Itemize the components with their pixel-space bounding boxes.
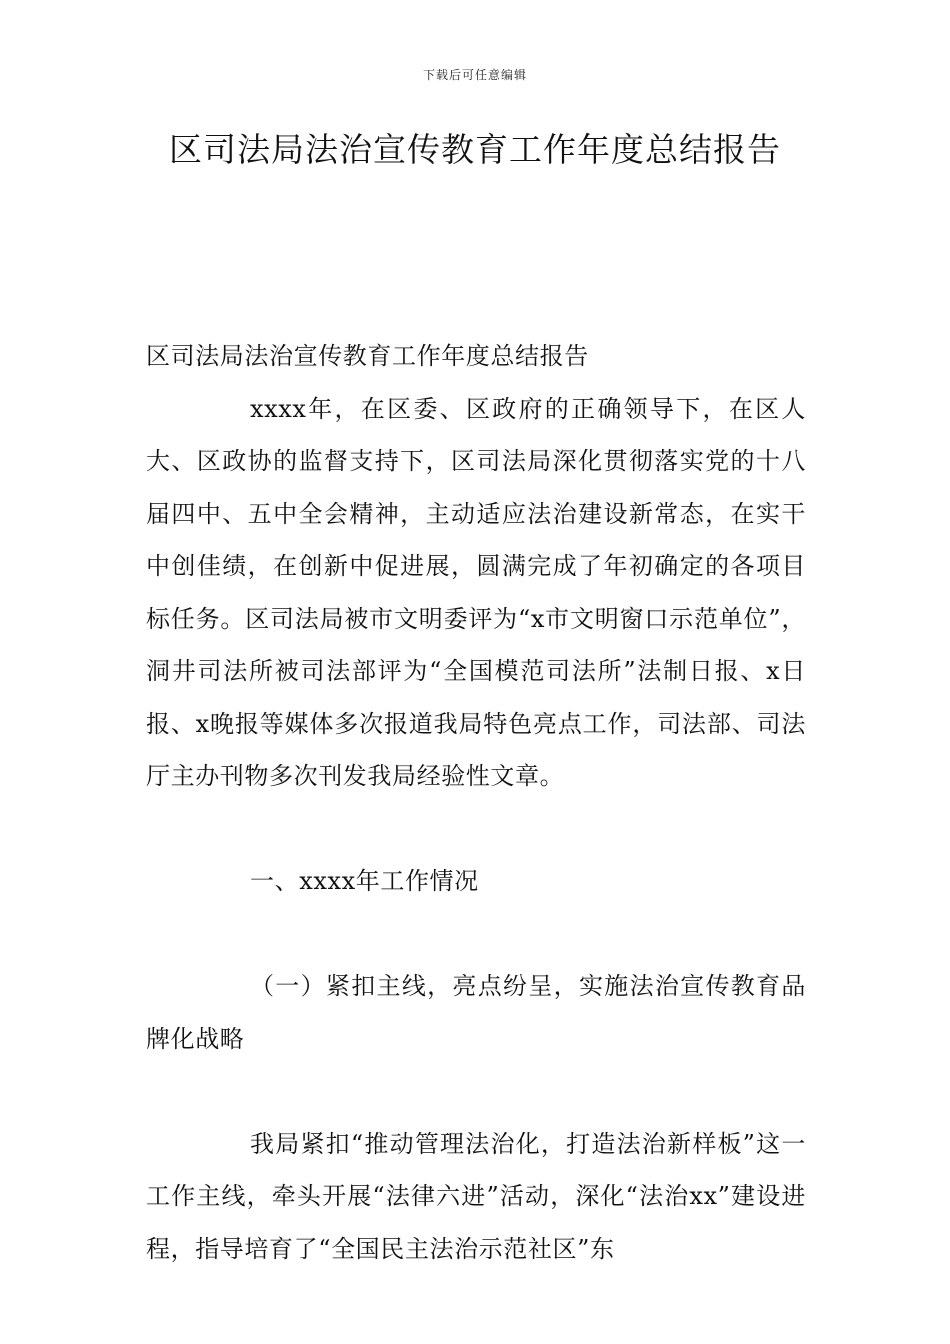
paragraph-2: 我局紧扣“推动管理法治化，打造法治新样板”这一工作主线，牵头开展“法律六进”活动，深化“法治xx”建设进程，指导培育了“全国民主法治示范社区”东 bbox=[146, 1129, 806, 1263]
header-note: 下载后可任意编辑 bbox=[422, 68, 527, 82]
spacer bbox=[146, 908, 806, 961]
body-subtitle: 区司法局法治宣传教育工作年度总结报告 bbox=[146, 342, 589, 370]
document-title: 区司法局法治宣传教育工作年度总结报告 bbox=[169, 130, 781, 169]
section-heading-1: 一、xxxx年工作情况 bbox=[250, 867, 479, 895]
subsection-heading-1-1: （一）紧扣主线，亮点纷呈，实施法治宣传教育品牌化战略 bbox=[146, 972, 806, 1053]
spacer bbox=[146, 803, 806, 856]
spacer bbox=[146, 1065, 806, 1118]
document-body bbox=[146, 330, 806, 1275]
intro-paragraph: xxxx年，在区委、区政府的正确领导下，在区人大、区政协的监督支持下，区司法局深化贯彻落实党的十八届四中、五中全会精神，主动适应法治建设新常态，在实干中创佳绩，在创新中促进展，圆满完成了年初确定的各项目标任务。区司法局被市文明委评为“x市文明窗口示范单位”，洞井司法所被司法部评为“全国模范司法所”法制日报、x日报、x晚报等媒体多次报道我局特色亮点工作，司法部、司法厅主办刊物多次刊发我局经验性文章。 bbox=[146, 394, 806, 790]
